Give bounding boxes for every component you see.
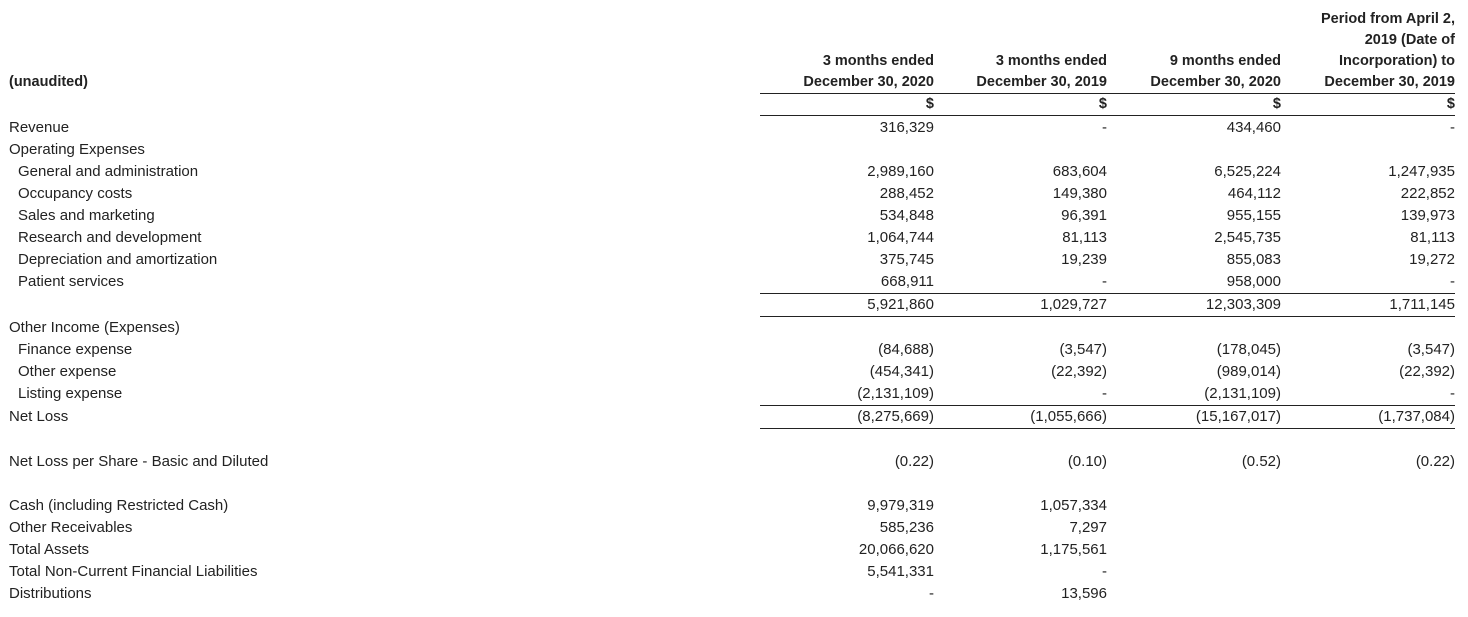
cell-value: 222,852 (1400, 185, 1455, 202)
cell-value: 20,066,620 (858, 541, 934, 558)
column-header-line: December 30, 2020 (1150, 74, 1281, 90)
column-header-line: December 30, 2019 (1324, 74, 1455, 90)
cell-value: (1,055,666) (1030, 408, 1107, 425)
currency-symbol: $ (1098, 96, 1107, 112)
column-header-line: 3 months ended (995, 53, 1107, 69)
column-header-line: 3 months ended (822, 53, 934, 69)
table-row-other-income (0, 317, 1468, 339)
cell-value: (84,688) (878, 341, 934, 358)
table-row-finance-expense (0, 339, 1468, 361)
row-label: Cash (including Restricted Cash) (9, 497, 229, 514)
table-row-cash (0, 495, 1468, 517)
column-header-line: Period from April 2, (1320, 11, 1455, 27)
cell-value: (0.22) (1415, 453, 1455, 470)
row-label: Patient services (18, 273, 124, 290)
table-row-general-admin (0, 161, 1468, 183)
column-header-9m-2020 (1107, 51, 1281, 93)
row-label: Listing expense (18, 385, 123, 402)
row-label: Finance expense (18, 341, 133, 358)
row-label: Total Non-Current Financial Liabilities (9, 563, 258, 580)
row-label: Research and development (18, 229, 202, 246)
row-label: General and administration (18, 163, 199, 180)
cell-value: 1,064,744 (867, 229, 934, 246)
section-heading: Other Income (Expenses) (9, 319, 180, 336)
cell-value: 96,391 (1061, 207, 1107, 224)
column-header-line: December 30, 2020 (803, 74, 934, 90)
table-row-operating-expenses (0, 139, 1468, 161)
cell-value: (3,547) (1059, 341, 1107, 358)
cell-value: 139,973 (1400, 207, 1455, 224)
cell-value: 149,380 (1052, 185, 1107, 202)
cell-value: 5,921,860 (867, 296, 934, 313)
table-row-research (0, 227, 1468, 249)
cell-value: 288,452 (879, 185, 934, 202)
table-row-distributions (0, 583, 1468, 605)
cell-value: 6,525,224 (1214, 163, 1281, 180)
cell-value: 1,175,561 (1040, 541, 1107, 558)
column-header-line: 9 months ended (1169, 53, 1281, 69)
cell-value: 2,545,735 (1214, 229, 1281, 246)
cell-value: 2,989,160 (867, 163, 934, 180)
cell-value: 668,911 (880, 273, 934, 290)
cell-value: 5,541,331 (867, 563, 934, 580)
row-label: Sales and marketing (18, 207, 155, 224)
cell-value: (0.10) (1067, 453, 1107, 470)
cell-value: 9,979,319 (867, 497, 934, 514)
row-label: Total Assets (9, 541, 90, 558)
row-label: Other Receivables (9, 519, 133, 536)
cell-value: (22,392) (1051, 363, 1107, 380)
cell-value: 19,239 (1061, 251, 1107, 268)
cell-value: - (1102, 563, 1107, 580)
header-rule-bottom (760, 115, 1455, 116)
cell-value: 434,460 (1226, 119, 1281, 136)
table-row-operating-total (0, 294, 1468, 316)
row-label: Revenue (9, 119, 70, 136)
unaudited-label: (unaudited) (9, 74, 88, 90)
cell-value: 1,057,334 (1040, 497, 1107, 514)
column-header-line: Incorporation) to (1339, 53, 1455, 69)
row-label: Net Loss (9, 408, 69, 425)
cell-value: 585,236 (879, 519, 934, 536)
cell-value: (0.22) (894, 453, 934, 470)
cell-value: 1,247,935 (1388, 163, 1455, 180)
cell-value: 12,303,309 (1205, 296, 1281, 313)
cell-value: 7,297 (1069, 519, 1107, 536)
cell-value: 19,272 (1409, 251, 1455, 268)
cell-value: (8,275,669) (857, 408, 934, 425)
cell-value: - (1102, 385, 1107, 402)
cell-value: (989,014) (1216, 363, 1281, 380)
table-row-sales-marketing (0, 205, 1468, 227)
cell-value: (454,341) (869, 363, 934, 380)
cell-value: 81,113 (1410, 229, 1455, 246)
cell-value: (178,045) (1216, 341, 1281, 358)
row-label: Other expense (18, 363, 117, 380)
cell-value: - (929, 585, 934, 602)
table-row-patient-services (0, 271, 1468, 293)
cell-value: (2,131,109) (1204, 385, 1281, 402)
table-row-occupancy (0, 183, 1468, 205)
row-label: Net Loss per Share - Basic and Diluted (9, 453, 269, 470)
table-row-non-current-liabilities (0, 561, 1468, 583)
cell-value: - (1102, 273, 1107, 290)
table-row-depreciation (0, 249, 1468, 271)
column-header-3m-2020 (760, 51, 934, 93)
cell-value: - (1450, 119, 1455, 136)
column-header-3m-2019 (934, 51, 1107, 93)
row-label: Depreciation and amortization (18, 251, 218, 268)
column-header-line: December 30, 2019 (976, 74, 1107, 90)
net-loss-rule-bottom (760, 428, 1455, 429)
table-row-revenue (0, 117, 1468, 139)
cell-value: 1,029,727 (1040, 296, 1107, 313)
table-row-other-expense (0, 361, 1468, 383)
cell-value: (0.52) (1241, 453, 1281, 470)
cell-value: (3,547) (1407, 341, 1455, 358)
cell-value: 958,000 (1226, 273, 1281, 290)
table-row-other-receivables (0, 517, 1468, 539)
cell-value: 683,604 (1052, 163, 1107, 180)
cell-value: 81,113 (1062, 229, 1107, 246)
table-row-total-assets (0, 539, 1468, 561)
cell-value: (22,392) (1399, 363, 1455, 380)
cell-value: - (1102, 119, 1107, 136)
table-row-net-loss (0, 406, 1468, 428)
cell-value: 375,745 (879, 251, 934, 268)
cell-value: 13,596 (1061, 585, 1107, 602)
cell-value: - (1450, 385, 1455, 402)
cell-value: (2,131,109) (857, 385, 934, 402)
cell-value: (15,167,017) (1195, 408, 1281, 425)
cell-value: 1,711,145 (1389, 296, 1455, 313)
table-row-net-loss-per-share (0, 451, 1468, 473)
row-label: Distributions (9, 585, 92, 602)
row-label: Occupancy costs (18, 185, 133, 202)
currency-symbol: $ (1272, 96, 1281, 112)
table-row-listing-expense (0, 383, 1468, 405)
column-header-line: 2019 (Date of (1364, 32, 1455, 48)
cell-value: 855,083 (1226, 251, 1281, 268)
column-header-period-2019 (1281, 9, 1455, 93)
cell-value: - (1450, 273, 1455, 290)
section-heading: Operating Expenses (9, 141, 145, 158)
cell-value: (1,737,084) (1378, 408, 1455, 425)
currency-symbol: $ (1446, 96, 1455, 112)
cell-value: 316,329 (879, 119, 934, 136)
cell-value: 955,155 (1226, 207, 1281, 224)
cell-value: 534,848 (879, 207, 934, 224)
cell-value: 464,112 (1227, 185, 1281, 202)
currency-symbol: $ (925, 96, 934, 112)
